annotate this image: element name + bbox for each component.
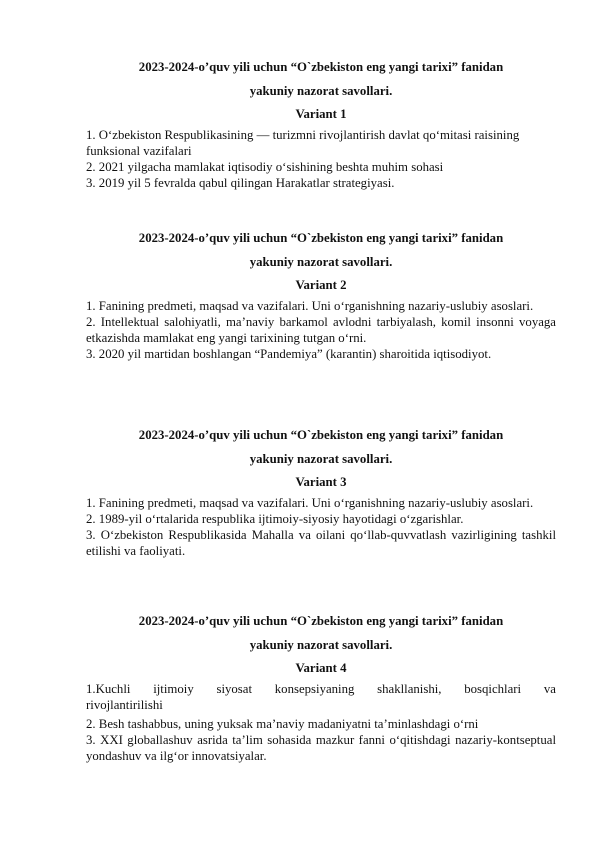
question-item: 2. 2021 yilgacha mamlakat iqtisodiy o‘sishining beshta muhim sohasi [86, 160, 444, 174]
question-item [86, 681, 556, 713]
variant-heading: Variant 4 [295, 661, 347, 675]
word: siyosat [216, 682, 253, 696]
question-item: 2. Intellektual salohiyatli, ma’naviy barkamol avlodni tarbiyalash, komil insonni voyaga etkazishda mamlakat eng yangi tarixining tutgan o‘rni. [86, 315, 556, 345]
section-title-line1: 2023-2024-o’quv yili uchun “O`zbekiston eng yangi tarixi” fanidan [138, 614, 504, 628]
word: va [543, 682, 556, 696]
word: 1.Kuchli [86, 682, 131, 696]
question-item: 3. 2019 yil 5 fevralda qabul qilingan Harakatlar strategiyasi. [86, 176, 395, 190]
variant-heading: Variant 3 [295, 475, 347, 489]
section-title-line1: 2023-2024-o’quv yili uchun “O`zbekiston eng yangi tarixi” fanidan [138, 428, 504, 442]
section-title-line2: yakuniy nazorat savollari. [249, 255, 393, 269]
section-title-line1: 2023-2024-o’quv yili uchun “O`zbekiston eng yangi tarixi” fanidan [138, 231, 504, 245]
word: bosqichlari [464, 682, 522, 696]
question-list [86, 127, 556, 191]
variant-4-section [86, 614, 556, 764]
variant-1-section [86, 60, 556, 191]
variant-heading: Variant 2 [295, 278, 347, 292]
word: shakllanishi, [377, 682, 442, 696]
question-list [86, 495, 556, 559]
question-item: 1. Fanining predmeti, maqsad va vazifalari. Uni o‘rganishning nazariy-uslubiy asoslari. [86, 299, 534, 313]
question-list [86, 681, 556, 764]
variant-2-section [86, 231, 556, 362]
question-item: 1. Fanining predmeti, maqsad va vazifalari. Uni o‘rganishning nazariy-uslubiy asoslari. [86, 496, 534, 510]
section-title-line2: yakuniy nazorat savollari. [249, 452, 393, 466]
section-title-line1: 2023-2024-o’quv yili uchun “O`zbekiston eng yangi tarixi” fanidan [138, 60, 504, 74]
word: ijtimoiy [153, 682, 194, 696]
variant-heading: Variant 1 [295, 107, 347, 121]
question-continuation: rivojlantirilishi [86, 698, 163, 712]
section-title-line2: yakuniy nazorat savollari. [249, 84, 393, 98]
question-item: 2. Besh tashabbus, uning yuksak ma’naviy madaniyatni ta’minlashdagi o‘rni [86, 717, 479, 731]
word: konsepsiyaning [274, 682, 355, 696]
question-list [86, 298, 556, 362]
question-item: 3. 2020 yil martidan boshlangan “Pandemiya” (karantin) sharoitida iqtisodiyot. [86, 347, 492, 361]
question-item: 1. O‘zbekiston Respublikasining — turizmni rivojlantirish davlat qo‘mitasi raisining funksional vazifalari [86, 128, 520, 158]
question-item: 3. O‘zbekiston Respublikasida Mahalla va oilani qo‘llab-quvvatlash vazirligining tashkil etilishi va faoliyati. [86, 528, 556, 558]
question-item: 2. 1989-yil o‘rtalarida respublika ijtimoiy-siyosiy hayotidagi o‘zgarishlar. [86, 512, 464, 526]
question-first-line [86, 681, 556, 697]
section-title-line2: yakuniy nazorat savollari. [249, 638, 393, 652]
question-item: 3. XXI globallashuv asrida ta’lim sohasida mazkur fanni o‘qitishdagi nazariy-kontseptual yondashuv va ilg‘or innovatsiyalar. [86, 733, 556, 763]
variant-3-section [86, 428, 556, 559]
